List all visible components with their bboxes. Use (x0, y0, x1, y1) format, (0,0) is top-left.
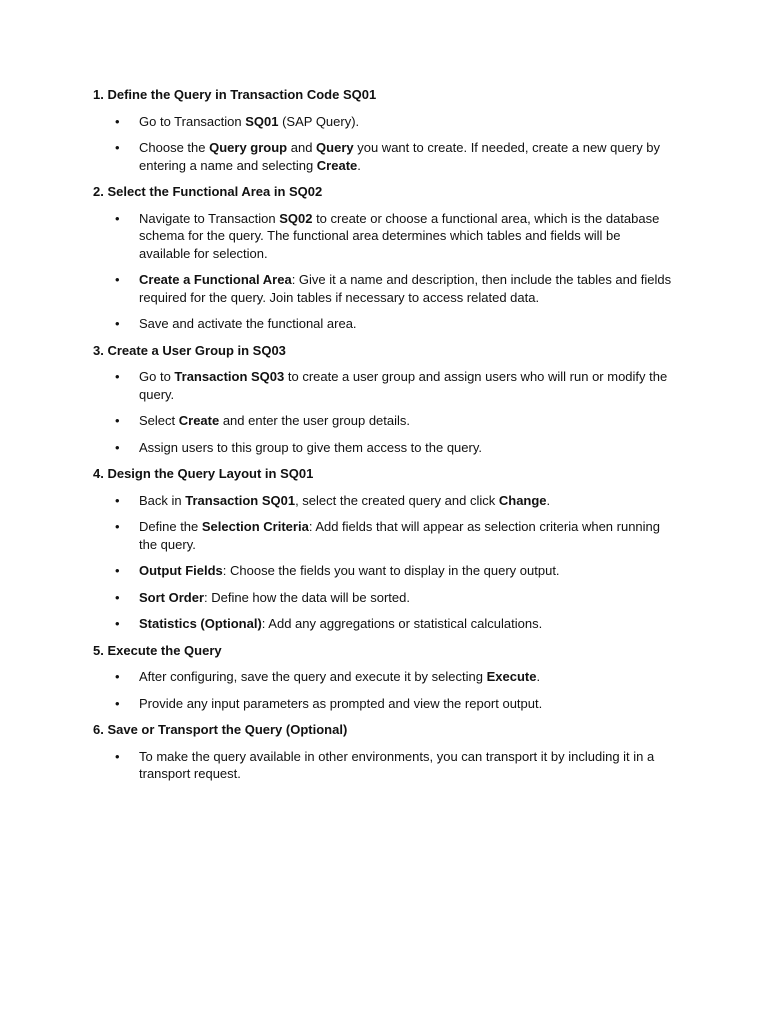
text-run: Navigate to Transaction (139, 210, 280, 226)
bullet-item (93, 368, 673, 403)
section-heading: 2. Select the Functional Area in SQ02 (93, 184, 323, 199)
bold-text: Transaction SQ01 (185, 492, 296, 508)
text-run: : Give it a name and description, then include the tables and fields required for the query. Join tables if necessary to access related data. (139, 272, 672, 305)
text-run: . (357, 157, 361, 173)
bold-text: Create (316, 157, 358, 173)
bullet-item (93, 315, 673, 333)
document-body (93, 86, 673, 792)
text-run: Provide any input parameters as prompted and view the report output. (139, 695, 543, 711)
bullet-item (93, 518, 673, 553)
text-run: To make the query available in other environments, you can transport it by including it in a transport request. (139, 748, 655, 781)
bold-text: Transaction SQ03 (174, 369, 285, 384)
bullet-item (93, 668, 673, 686)
bold-text: Create a Functional Area (139, 272, 292, 287)
bullet-item (93, 439, 673, 457)
bullet-item (93, 210, 673, 263)
section-5 (93, 642, 673, 713)
section-2 (93, 183, 673, 333)
text-run: : Add any aggregations or statistical calculations. (261, 616, 543, 631)
text-run: , select the created query and click (295, 492, 499, 508)
section-heading: 1. Define the Query in Transaction Code SQ01 (93, 87, 377, 102)
bullet-list (93, 113, 673, 175)
bullet-list (93, 748, 673, 783)
section-heading: 4. Design the Query Layout in SQ01 (93, 466, 314, 481)
bullet-item (93, 589, 673, 607)
bullet-item (93, 562, 673, 580)
text-run: Go to (139, 369, 175, 384)
text-run: Choose the (139, 140, 210, 155)
bold-text: Query (316, 140, 354, 155)
bullet-item (93, 271, 673, 306)
bold-text: Create (178, 413, 220, 428)
text-run: : Choose the fields you want to display in the query output. (222, 563, 560, 578)
text-run: Define the (139, 519, 202, 534)
bullet-item (93, 492, 673, 510)
text-run: : Define how the data will be sorted. (204, 589, 410, 605)
bullet-list (93, 368, 673, 456)
bullet-item (93, 748, 673, 783)
text-run: : Add fields that will appear as selection criteria when running the query. (139, 519, 661, 552)
section-1 (93, 86, 673, 174)
bold-text: Change (498, 492, 547, 508)
section-6 (93, 721, 673, 783)
bullet-list (93, 492, 673, 633)
bullet-list (93, 210, 673, 333)
text-run: . (546, 492, 551, 508)
text-run: . (536, 669, 541, 684)
bullet-item (93, 139, 673, 174)
section-heading: 3. Create a User Group in SQ03 (93, 342, 286, 358)
bold-text: Statistics (Optional) (139, 616, 262, 631)
bullet-item (93, 695, 673, 713)
bold-text: Selection Criteria (201, 519, 309, 534)
text-run: Assign users to this group to give them access to the query. (139, 439, 482, 455)
bold-text: Query group (209, 140, 288, 155)
text-run: Select (139, 413, 179, 428)
text-run: Back in (139, 492, 186, 508)
section-4 (93, 465, 673, 633)
text-run: to create or choose a functional area, which is the database schema for the query. The functional area determines which tables and fields will be available for selection. (139, 210, 660, 261)
text-run: (SAP Query). (278, 113, 360, 129)
bold-text: Execute (486, 669, 537, 684)
bullet-item (93, 412, 673, 430)
text-run: and enter the user group details. (219, 413, 411, 428)
bullet-item (93, 615, 673, 633)
text-run: Go to Transaction (139, 113, 246, 129)
bold-text: Sort Order (139, 589, 205, 605)
section-3 (93, 342, 673, 457)
text-run: to create a user group and assign users who will run or modify the query. (139, 369, 668, 402)
text-run: and (287, 140, 317, 155)
section-heading: 6. Save or Transport the Query (Optional) (93, 722, 348, 737)
bold-text: Output Fields (139, 563, 223, 578)
bullet-item (93, 113, 673, 131)
text-run: you want to create. If needed, create a new query by entering a name and selecting (139, 140, 661, 173)
text-run: After configuring, save the query and execute it by selecting (139, 669, 487, 684)
bold-text: SQ01 (245, 113, 279, 129)
bullet-list (93, 668, 673, 712)
bold-text: SQ02 (279, 210, 313, 226)
section-heading: 5. Execute the Query (93, 642, 222, 658)
text-run: Save and activate the functional area. (139, 316, 357, 331)
